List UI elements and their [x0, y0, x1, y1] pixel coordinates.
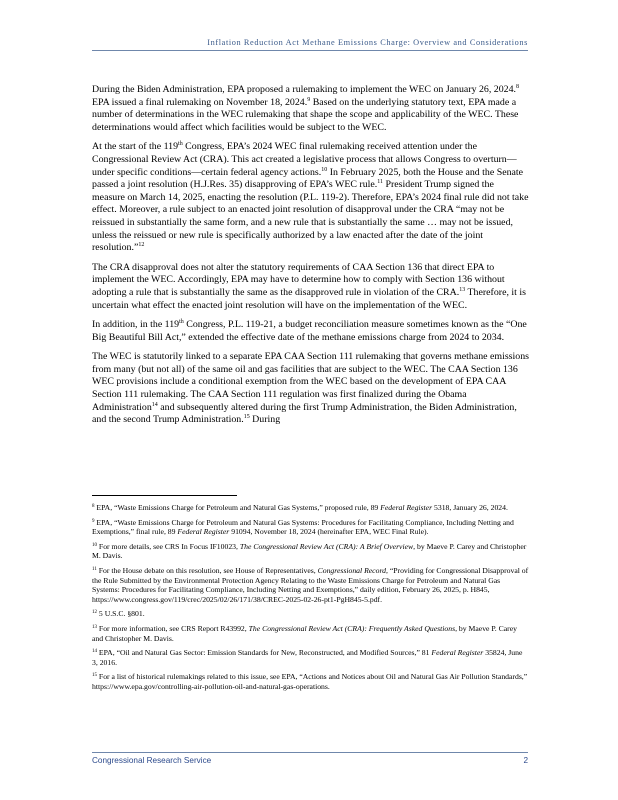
text-run: 91094, November 18, 2024 (hereinafter EPA, WEC Final Rule).: [229, 527, 429, 537]
text-run: For more information, see CRS Report R43992,: [97, 623, 249, 633]
footnote-separator: [92, 495, 237, 496]
text-run: For a list of historical rulemakings related to this issue, see EPA, “Actions and Notices about Oil and Natural Gas Air Pollution Standards,” https://www.epa.gov/controlling-air-pollution-oil-and-natural-gas-operations.: [92, 672, 528, 691]
footnote: [92, 648, 529, 667]
text-run: , “Providing for Congressional Disapproval of the Rule Submitted by the Environmental Protection Agency Relating to the Waste Emissions Charge for Petroleum and Natural Gas Systems: Procedures for Facilitating Compliance, Including Netting and Exemptions,” daily edition, February 26, 2025, p. H845, https://www.congress.gov/119/crec/2025/02/26/171/38/CREC-2025-02-26-pt1-PgH845-5.pdf.: [92, 565, 529, 604]
footnote-marker: 10: [92, 542, 97, 548]
footnote-marker: 13: [459, 286, 466, 293]
footnote-marker: 14: [151, 401, 158, 408]
italic-text: Congressional Record: [317, 565, 386, 575]
footnotes: [92, 503, 529, 697]
footer-publisher: Congressional Research Service: [92, 756, 212, 765]
body-paragraph: [92, 351, 529, 427]
footnote-marker: 8: [92, 504, 95, 509]
text-run: and subsequently altered during the first Trump Administration, the Biden Administration, and the second Trump Administration.: [92, 401, 517, 426]
footnote-marker: 14: [92, 649, 97, 655]
footnote-marker: 11: [92, 566, 97, 572]
footer-divider: [92, 752, 528, 753]
footnote-marker: 15: [92, 673, 97, 679]
page-number: 2: [523, 756, 528, 765]
text-run: 35824, June 3, 2016.: [92, 648, 523, 667]
italic-text: Federal Register: [380, 503, 433, 512]
text-run: For more details, see CRS In Focus IF10023,: [97, 541, 240, 551]
text-run: EPA, “Waste Emissions Charge for Petroleum and Natural Gas Systems: Procedures for Facilitating Compliance, Including Netting and Exemptions,” final rule, 89: [92, 517, 514, 537]
text-run: At the start of the 119: [92, 141, 179, 153]
footnote-marker: 12: [138, 242, 145, 249]
footnote-marker: 12: [92, 610, 97, 616]
text-run: , by Maeve P. Carey and Christopher M. Davis.: [92, 623, 517, 643]
body-paragraph: [92, 319, 529, 344]
footnote: [92, 609, 529, 619]
italic-text: The Congressional Review Act (CRA): Frequently Asked Questions: [248, 623, 456, 633]
text-run: In addition, in the 119: [92, 319, 180, 331]
text-run: In February 2025, both the House and the Senate passed a joint resolution (H.J.Res. 35) disapproving of EPA’s WEC rule.: [92, 166, 524, 191]
footnote-marker: th: [178, 141, 183, 148]
text-run: During the Biden Administration, EPA proposed a rulemaking to implement the WEC on January 26, 2024.: [92, 84, 517, 95]
footnote: [92, 624, 529, 643]
text-run: , by Maeve P. Carey and Christopher M. Davis.: [92, 541, 527, 561]
footnote-marker: 9: [92, 518, 95, 524]
footnote: [92, 566, 529, 604]
text-run: President Trump signed the measure on March 14, 2025, enacting the resolution (P.L. 119-2). Therefore, EPA’s 2024 final rule did not take effect. Moreover, a rule subject to an enacted joint resolution of disapproval under the CRA “may not be reissued in substantially the same form, and a new rule that is substantially the same … may not be issued, unless the reissued or new rule is specifically authorized by a law enacted after the date of the joint resolution.”: [92, 179, 529, 254]
body-paragraph: [92, 262, 529, 312]
footnote-marker: 15: [243, 414, 250, 421]
italic-text: Federal Register: [177, 527, 230, 537]
text-run: Based on the underlying statutory text, EPA made a number of determinations in the WEC rulemaking that shape the scope and applicability of the WEC. These determinations would affect which facilities would be subject to the WEC.: [92, 96, 519, 133]
text-run: During: [249, 414, 281, 426]
text-run: 5318, January 26, 2024.: [432, 503, 508, 512]
text-run: Congress, P.L. 119-21, a budget reconciliation measure sometimes known as the “One Big Beautiful Bill Act,” extended the effective date of the methane emissions charge from 2024 to 2034.: [92, 319, 527, 343]
text-run: Congress, EPA’s 2024 WEC final rulemaking received attention under the Congressional Review Act (CRA). This act created a legislative process that allows Congress to overturn—under specific conditions—certain federal agency actions.: [92, 141, 517, 178]
text-run: The CRA disapproval does not alter the statutory requirements of CAA Section 136 that direct EPA to implement the WEC. Accordingly, EPA may have to determine how to comply with Section 136 without adopting a rule that is substantially the same as the disapproved rule in violation of the CRA.: [92, 261, 505, 298]
footnote: [92, 672, 529, 691]
footnote-marker: 13: [92, 624, 97, 630]
body-paragraph: [92, 141, 529, 254]
footnote-marker: 10: [321, 166, 328, 173]
footnote-marker: 9: [307, 96, 311, 103]
footnote-marker: 8: [516, 84, 520, 90]
text-run: For the House debate on this resolution, see House of Representatives,: [96, 565, 318, 575]
text-run: EPA, “Waste Emissions Charge for Petroleum and Natural Gas Systems,” proposed rule, 89: [94, 503, 381, 512]
text-run: The WEC is statutorily linked to a separate EPA CAA Section 111 rulemaking that governs methane emissions from many (but not all) of the same oil and gas facilities that are subject to the WEC. The CAA Section 136 WEC provisions include a conditional exemption from the WEC based on the development of EPA CAA Section 111 rulemaking. The CAA Section 111 regulation was first finalized during the Obama Administration: [92, 351, 529, 413]
footnote: [92, 503, 529, 513]
body-text: [92, 84, 529, 434]
body-paragraph: [92, 84, 529, 134]
text-run: EPA issued a final rulemaking on November 18, 2024.: [92, 96, 308, 108]
text-run: 5 U.S.C. §801.: [97, 609, 145, 619]
text-run: EPA, “Oil and Natural Gas Sector: Emission Standards for New, Reconstructed, and Modified Sources,” 81: [97, 648, 432, 658]
footnote-marker: th: [179, 319, 184, 326]
header-divider: [92, 50, 528, 51]
running-header: Inflation Reduction Act Methane Emissions Charge: Overview and Considerations: [207, 38, 528, 47]
italic-text: Federal Register: [431, 648, 484, 658]
footnote: [92, 542, 529, 561]
footnote-marker: 11: [377, 179, 384, 186]
text-run: Therefore, it is uncertain what effect the enacted joint resolution will have on the implementation of the WEC.: [92, 286, 526, 311]
italic-text: The Congressional Review Act (CRA): A Brief Overview: [239, 541, 414, 551]
footnote: [92, 518, 529, 537]
